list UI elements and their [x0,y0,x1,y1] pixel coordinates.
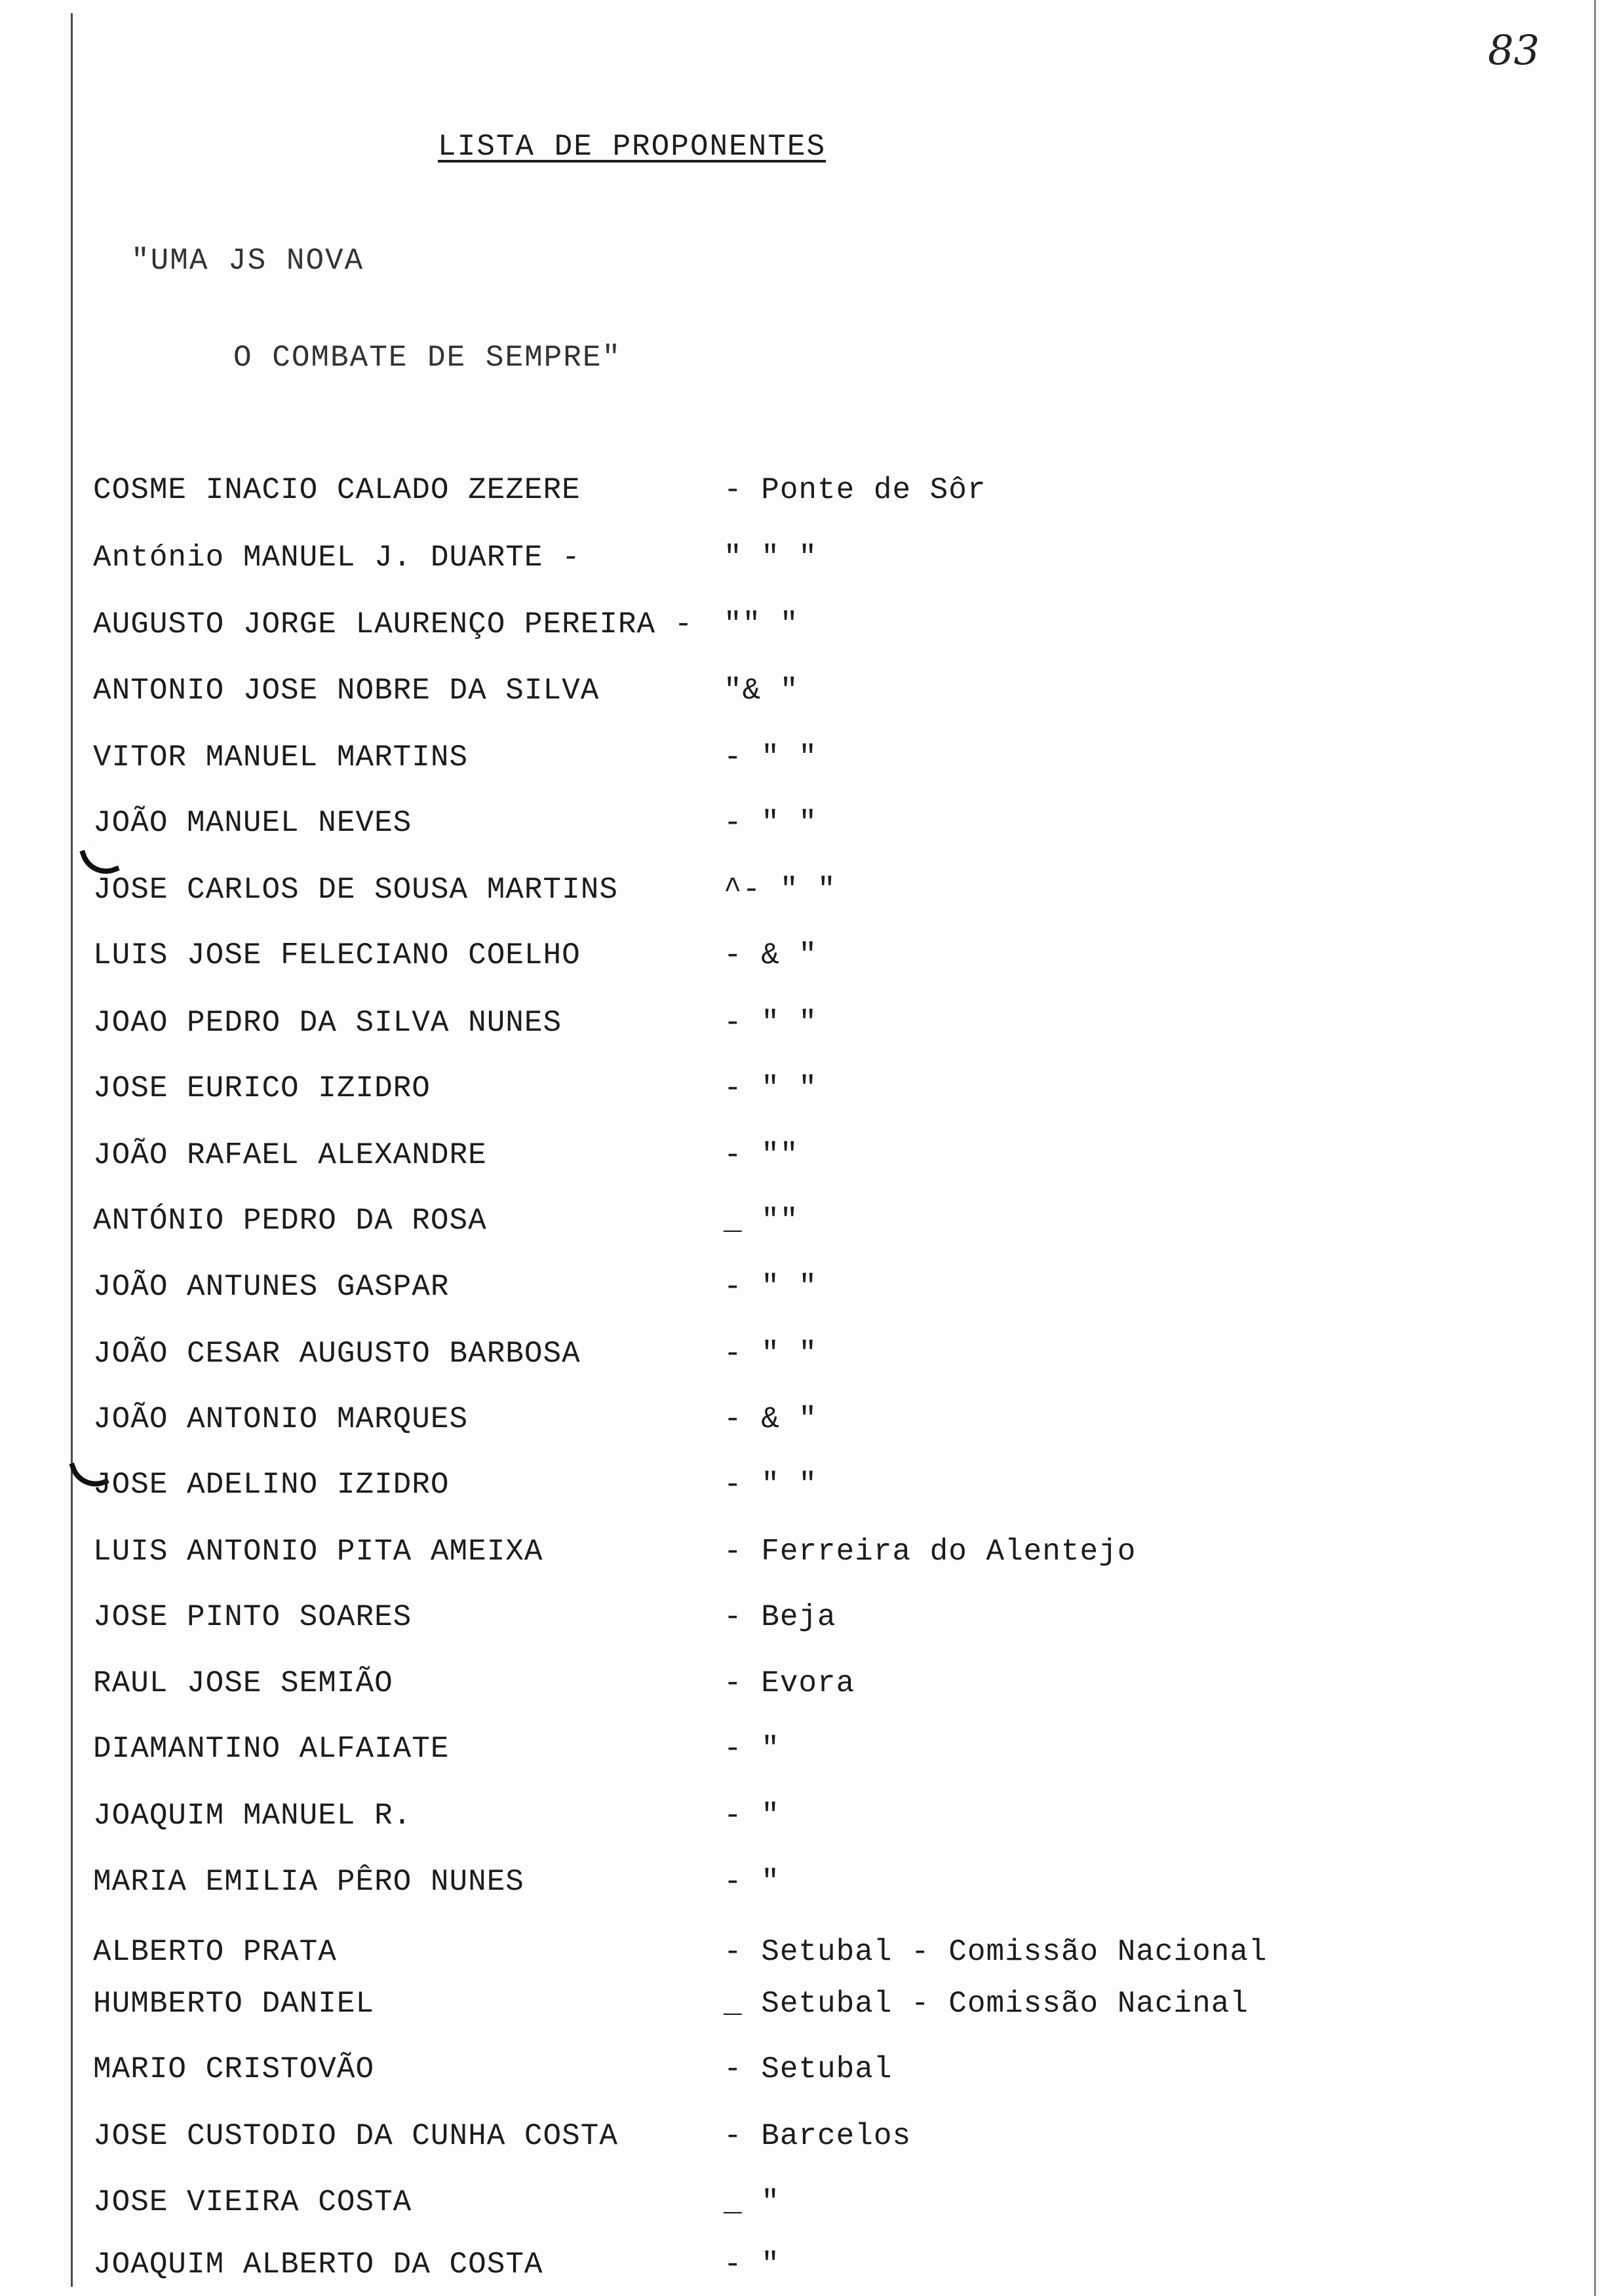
proponent-name: JOSE ADELINO IZIDRO [93,1468,450,1502]
proponent-location: - " [724,1799,780,1833]
page-right-edge [1594,0,1596,2296]
proponent-location: - " " [724,1071,818,1105]
proponent-location: ^- " " [724,873,836,907]
proponent-location: - Ferreira do Alentejo [724,1535,1137,1569]
proponent-name: ALBERTO PRATA [93,1935,337,1969]
proponent-name: JOAO PEDRO DA SILVA NUNES [93,1006,562,1040]
proponent-location: _ " [724,2185,780,2219]
proponent-name: JOSE EURICO IZIDRO [93,1071,431,1105]
page-number: 83 [1488,26,1540,74]
proponent-location: - " " [724,1337,818,1371]
proponent-location: - Setubal - Comissão Nacional [724,1935,1268,1969]
proponent-location: - Barcelos [724,2119,912,2153]
proponent-name: MARIA EMILIA PÊRO NUNES [93,1865,524,1899]
proponent-name: JOAQUIM MANUEL R. [93,1799,412,1833]
proponent-name: JOÃO CESAR AUGUSTO BARBOSA [93,1337,581,1371]
proponent-name: RAUL JOSE SEMIÃO [93,1666,393,1700]
proponent-name: DIAMANTINO ALFAIATE [93,1732,450,1766]
proponent-location: _ "" [724,1204,799,1238]
proponent-location: - & " [724,938,818,972]
proponent-name: JOAQUIM ALBERTO DA COSTA [93,2248,543,2282]
proponent-name: ANTÓNIO PEDRO DA ROSA [93,1204,487,1238]
proponent-location: "& " [724,674,799,708]
proponent-name: VITOR MANUEL MARTINS [93,740,469,775]
proponent-name: LUIS ANTONIO PITA AMEIXA [93,1535,543,1569]
proponent-location: - " [724,1732,780,1766]
proponent-location: - Beja [724,1600,836,1634]
proponent-location: - " " [724,1270,818,1304]
proponent-name: ANTONIO JOSE NOBRE DA SILVA [93,674,600,708]
proponent-name: MARIO CRISTOVÃO [93,2052,375,2086]
proponent-location: - " [724,1865,780,1899]
proponent-location: - " " [724,806,818,840]
proponent-name: AUGUSTO JORGE LAURENÇO PEREIRA - [93,607,693,641]
proponent-location: - " " [724,740,818,775]
proponent-location: - Setubal [724,2052,893,2086]
proponent-name: JOSE PINTO SOARES [93,1600,412,1634]
proponent-location: - " [724,2248,780,2282]
motto-line-1: "UMA JS NOVA [131,244,364,278]
proponent-name: COSME INACIO CALADO ZEZERE [93,473,581,507]
proponent-name: JOSE CARLOS DE SOUSA MARTINS [93,873,618,907]
proponent-name: JOÃO MANUEL NEVES [93,806,412,840]
proponent-name: JOSE CUSTODIO DA CUNHA COSTA [93,2119,618,2153]
proponent-location: - "" [724,1138,799,1172]
proponent-location: " " " [724,541,818,575]
proponent-name: JOSE VIEIRA COSTA [93,2185,412,2219]
page-left-edge [71,13,73,2287]
proponent-location: - Evora [724,1666,855,1700]
proponent-location: - Ponte de Sôr [724,473,986,507]
proponent-location: "" " [724,607,799,641]
proponent-location: - " " [724,1468,818,1502]
proponent-location: - " " [724,1006,818,1040]
proponent-location: _ Setubal - Comissão Nacinal [724,1987,1249,2021]
proponent-name: António MANUEL J. DUARTE - [93,541,581,575]
proponent-name: HUMBERTO DANIEL [93,1987,375,2021]
motto-line-2: O COMBATE DE SEMPRE" [233,341,622,375]
proponent-name: JOÃO ANTONIO MARQUES [93,1402,469,1436]
proponent-name: JOÃO ANTUNES GASPAR [93,1270,450,1304]
proponent-name: JOÃO RAFAEL ALEXANDRE [93,1138,487,1172]
document-title: LISTA DE PROPONENTES [438,130,827,164]
proponent-name: LUIS JOSE FELECIANO COELHO [93,938,581,972]
proponent-location: - & " [724,1402,818,1436]
